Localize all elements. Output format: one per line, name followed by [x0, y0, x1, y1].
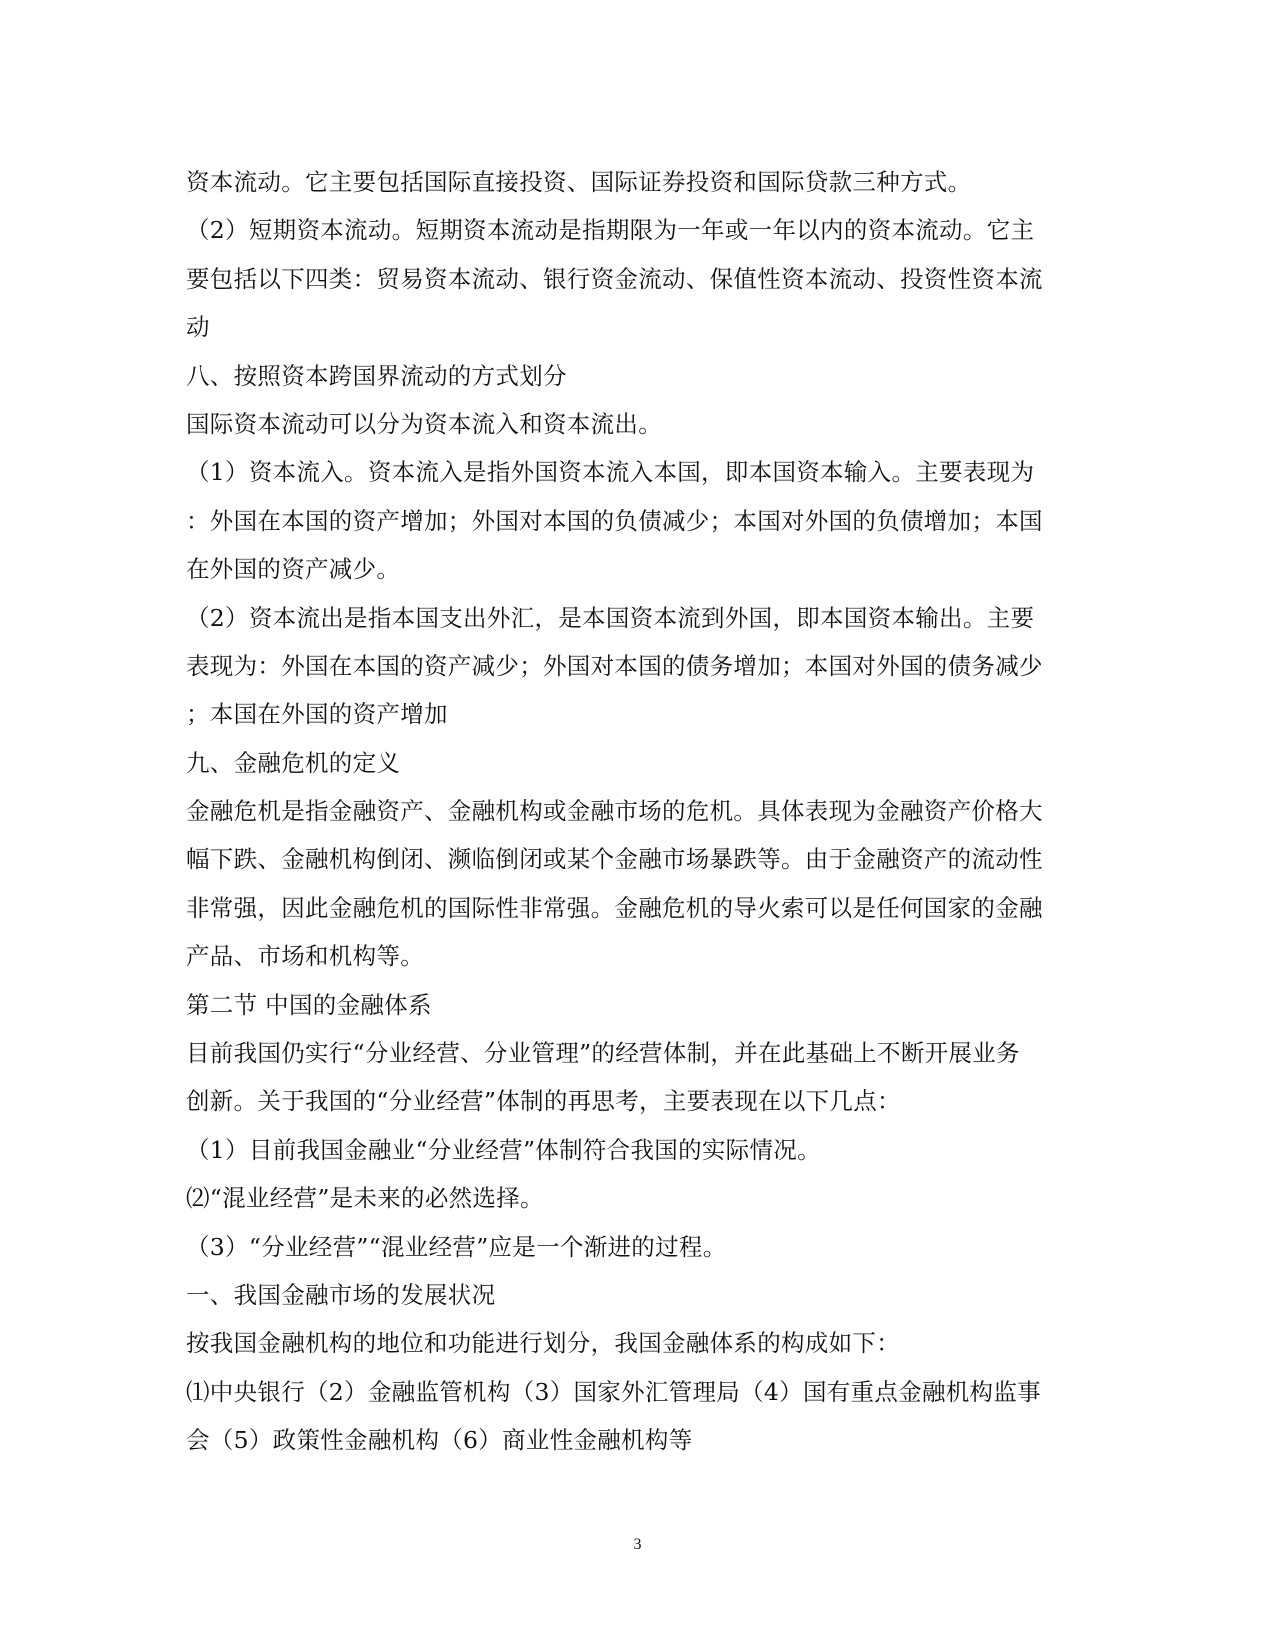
- text-line: ：外国在本国的资产增加；外国对本国的负债减少；本国对外国的负债增加；本国: [186, 506, 1043, 535]
- text-line: 创新。关于我国的“分业经营”体制的再思考，主要表现在以下几点：: [186, 1087, 901, 1116]
- list-item: （3）“分业经营”“混业经营”应是一个渐进的过程。: [186, 1232, 727, 1261]
- list-item: ⑵“混业经营”是未来的必然选择。: [186, 1184, 544, 1213]
- text-line: 国际资本流动可以分为资本流入和资本流出。: [186, 409, 662, 438]
- text-line: 非常强，因此金融危机的国际性非常强。金融危机的导火索可以是任何国家的金融: [186, 893, 1043, 922]
- text-line: 幅下跌、金融机构倒闭、濒临倒闭或某个金融市场暴跌等。由于金融资产的流动性: [186, 845, 1043, 874]
- text-line: ⑴中央银行（2）金融监管机构（3）国家外汇管理局（4）国有重点金融机构监事: [186, 1377, 1041, 1406]
- text-line: 资本流动。它主要包括国际直接投资、国际证券投资和国际贷款三种方式。: [186, 168, 972, 196]
- page-number: 3: [633, 1536, 642, 1553]
- text-line: 表现为：外国在本国的资产减少；外国对本国的债务增加；本国对外国的债务减少: [186, 651, 1043, 680]
- section-heading: 第二节 中国的金融体系: [186, 990, 432, 1019]
- section-heading: 八、按照资本跨国界流动的方式划分: [186, 361, 567, 390]
- section-heading: 一、我国金融市场的发展状况: [186, 1280, 496, 1309]
- text-line: （2）资本流出是指本国支出外汇，是本国资本流到外国，即本国资本输出。主要: [186, 603, 1035, 632]
- text-line: 按我国金融机构的地位和功能进行划分，我国金融体系的构成如下：: [186, 1329, 900, 1358]
- text-line: 金融危机是指金融资产、金融机构或金融市场的危机。具体表现为金融资产价格大: [186, 797, 1043, 826]
- section-heading: 九、金融危机的定义: [186, 748, 401, 777]
- text-line: 会（5）政策性金融机构（6）商业性金融机构等: [186, 1426, 693, 1455]
- body-text: [186, 158, 1086, 1465]
- text-line: （1）资本流入。资本流入是指外国资本流入本国，即本国资本输入。主要表现为: [186, 458, 1035, 487]
- text-line: ；本国在外国的资产增加: [186, 700, 448, 729]
- list-item: （1）目前我国金融业“分业经营”体制符合我国的实际情况。: [186, 1135, 821, 1164]
- text-line: 目前我国仍实行“分业经营、分业管理”的经营体制，并在此基础上不断开展业务: [186, 1039, 1020, 1068]
- text-line: 动: [186, 313, 210, 342]
- text-line: 在外国的资产减少。: [186, 555, 401, 584]
- text-line: （2）短期资本流动。短期资本流动是指期限为一年或一年以内的资本流动。它主: [186, 216, 1035, 245]
- text-line: 要包括以下四类：贸易资本流动、银行资金流动、保值性资本流动、投资性资本流: [186, 264, 1043, 293]
- text-line: 产品、市场和机构等。: [186, 942, 424, 971]
